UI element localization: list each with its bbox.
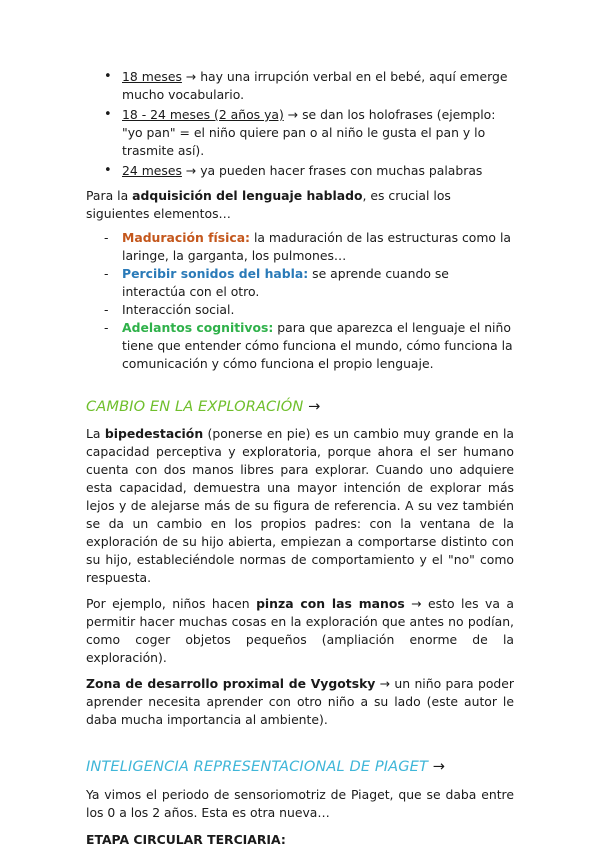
bipedestacion-paragraph (86, 425, 514, 587)
intro-bold: adquisición del lenguaje hablado (132, 188, 363, 203)
section-title: CAMBIO EN LA EXPLORACIÓN (86, 398, 304, 415)
arrow-icon: → (428, 758, 446, 775)
subheading-text: ETAPA CIRCULAR TERCIARIA: (86, 832, 286, 847)
section-title: INTELIGENCIA REPRESENTACIONAL DE PIAGET (86, 758, 429, 775)
element-label: Maduración física: (122, 230, 251, 245)
bold-term: bipedestación (104, 426, 204, 441)
intro-before: Para la (86, 188, 133, 203)
age-milestones-list (86, 68, 514, 180)
element-text: para que aparezca el lenguaje el niño tiene que entender cómo funciona el mundo, cómo funciona la comunicación y cómo funciona el propio lenguaje. (122, 320, 513, 371)
milestone-text: → se dan los holofrases (ejemplo: "yo pan" = el niño quiere pan o al niño le gusta el pan y lo trasmite así). (122, 107, 496, 158)
milestone-text: → hay una irrupción verbal en el bebé, aquí emerge mucho vocabulario. (122, 69, 508, 102)
text-run: → un niño para poder aprender necesita aprender con otro niño a su lado (este autor le daba mucha importancia al ambiente). (86, 676, 514, 727)
document-page (86, 68, 514, 849)
section-heading-exploration (86, 397, 514, 417)
vygotsky-paragraph (86, 675, 514, 729)
list-item (86, 106, 514, 160)
milestone-text: → ya pueden hacer frases con muchas palabras (181, 163, 483, 178)
milestone-term: 18 meses (122, 69, 182, 84)
list-item (86, 265, 514, 301)
piaget-paragraph: Ya vimos el periodo de sensoriomotriz de Piaget, que se daba entre los 0 a los 2 años. Esta es otra nueva… (86, 787, 514, 820)
list-item (86, 162, 514, 180)
arrow-icon: → (303, 398, 321, 415)
bold-term: pinza con las manos (256, 596, 405, 611)
list-item (86, 319, 514, 373)
text-run: → esto les va a permitir hacer muchas cosas en la exploración que antes no podían, como coger objetos pequeños (ampliación enorme de la exploración). (86, 596, 514, 665)
list-item (86, 229, 514, 265)
pinza-paragraph (86, 595, 514, 667)
section-heading-piaget (86, 757, 514, 777)
element-text: Interacción social. (122, 302, 235, 317)
bold-term: Zona de desarrollo proximal de Vygotsky (86, 676, 376, 691)
list-item (86, 301, 514, 319)
element-text: la maduración de las estructuras como la laringe, la garganta, los pulmones… (122, 230, 511, 263)
list-item (86, 68, 514, 104)
subheading (86, 831, 514, 849)
intro-after: , es crucial los siguientes elementos… (86, 188, 451, 221)
text-run: La (86, 426, 105, 441)
milestone-term: 24 meses (122, 163, 182, 178)
element-text: se aprende cuando se interactúa con el otro. (122, 266, 449, 299)
milestone-term: 18 - 24 meses (2 años ya) (122, 107, 284, 122)
intro-paragraph (86, 187, 514, 223)
elements-list (86, 229, 514, 373)
text-run: (ponerse en pie) es un cambio muy grande en la capacidad perceptiva y exploratoria, porque ahora el ser humano cuenta con dos manos libres para explorar. Cuando uno adquiere esta capacidad, demuestra una mayor intención de explorar más lejos y de alejarse más de su figura de referencia. A su vez también se da un cambio en los propios padres: con la ventana de la exploración de su hijo abierta, empiezan a comportarse distinto con su hijo, estableciéndole normas de comportamiento y el "no" como respuesta. (86, 426, 514, 585)
element-label: Adelantos cognitivos: (122, 320, 274, 335)
element-label: Percibir sonidos del habla: (122, 266, 309, 281)
text-run: Por ejemplo, niños hacen (86, 596, 257, 611)
